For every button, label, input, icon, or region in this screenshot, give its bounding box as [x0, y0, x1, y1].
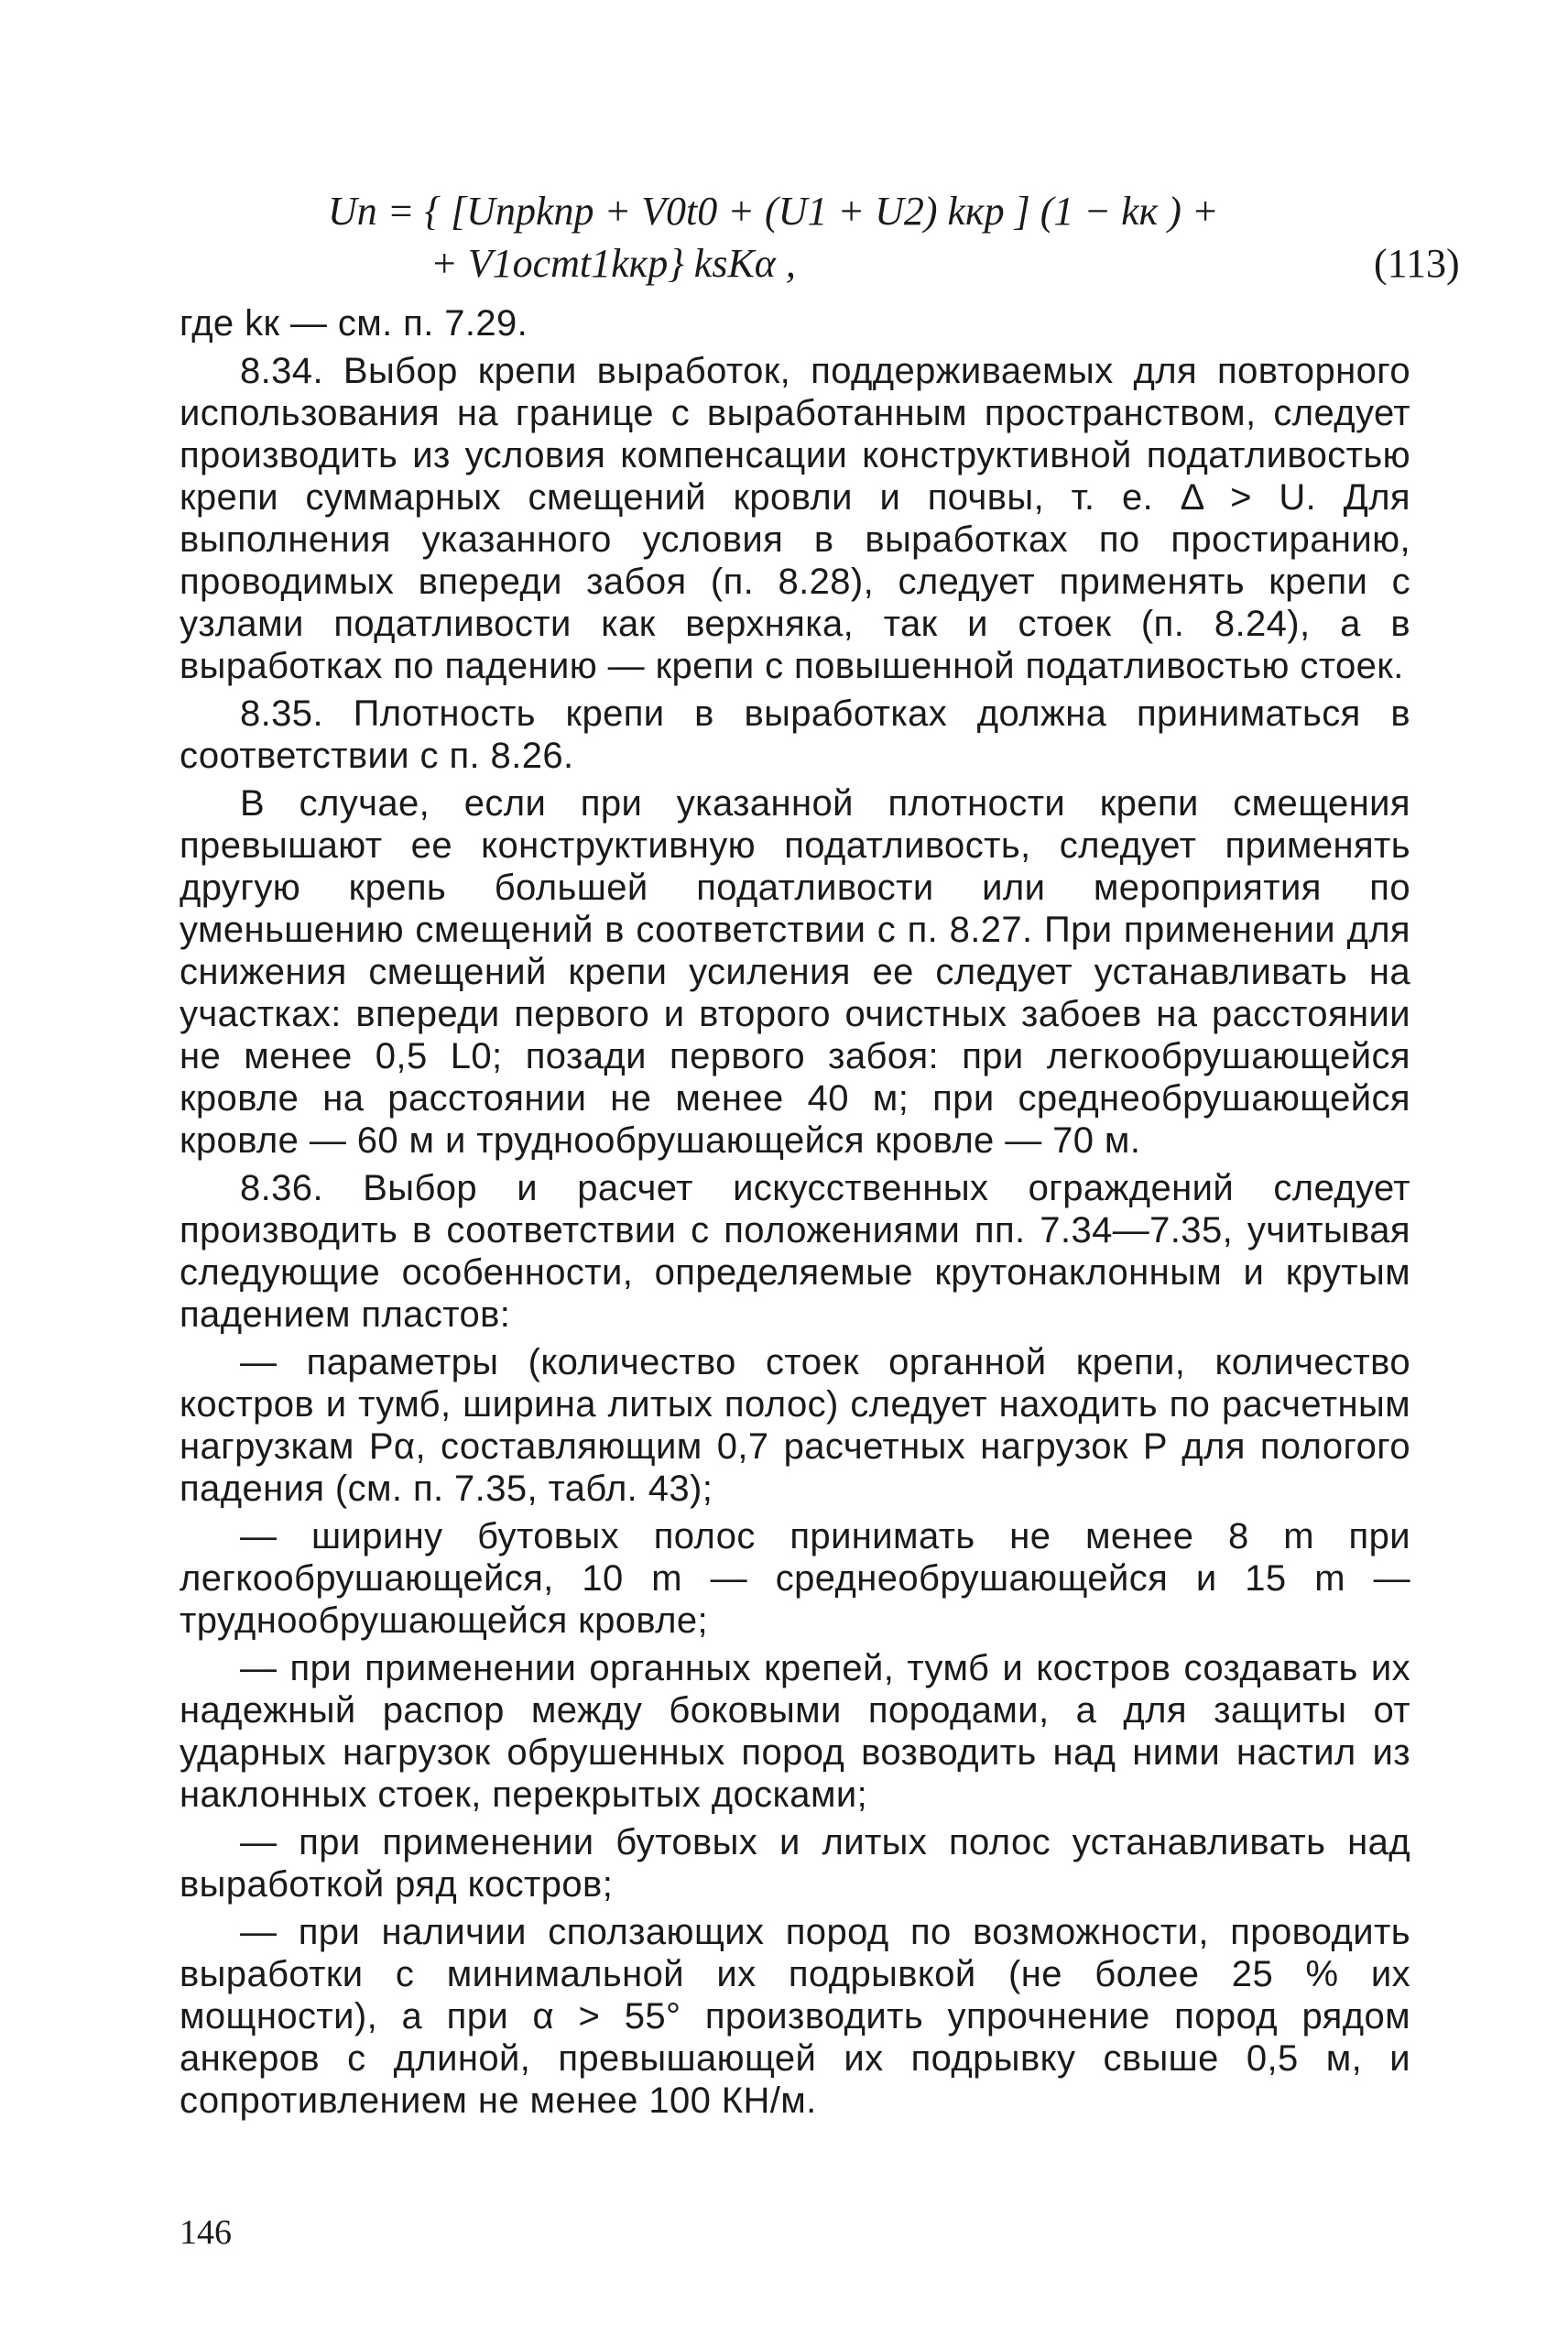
page-number: 146: [180, 2213, 232, 2252]
list-item-organ-supports: — при применении органных крепей, тумб и костров создавать их надежный распор между боковыми породами, а для защиты от ударных нагрузок обрушенных пород возводить над ними настил из наклонных стоек, перекрытых досками;: [180, 1648, 1410, 1815]
paragraph-case: В случае, если при указанной плотности крепи смещения превышают ее конструктивную податливость, следует применять другую крепь большей податливости или мероприятия по уменьшению смещений в соответствии с п. 8.27. При применении для снижения смещений крепи усиления ее следует устанавливать на участках: впереди первого и второго очистных забоев на расстоянии не менее 0,5 L0; позади первого забоя: при легкообрушающейся кровле на расстоянии не менее 40 м; при среднеобрушающейся кровле — 60 м и труднообрушающейся кровле — 70 м.: [180, 783, 1410, 1161]
paragraph-8-34: 8.34. Выбор крепи выработок, поддерживаемых для повторного использования на границе с выработанным пространством, следует производить из условия компенсации конструктивной податливостью крепи суммарных смещений кровли и почвы, т. е. Δ > U. Для выполнения указанного условия в выработках по простиранию, проводимых впереди забоя (п. 8.28), следует применять крепи с узлами податливости как верхняка, так и стоек (п. 8.24), а в выработках по падению — крепи с повышенной податливостью стоек.: [180, 351, 1410, 686]
body-text: [180, 302, 1410, 2127]
paragraph-8-36: 8.36. Выбор и расчет искусственных ограждений следует производить в соответствии с положениями пп. 7.34—7.35, учитывая следующие особенности, определяемые крутонаклонным и крутым падением пластов:: [180, 1168, 1410, 1335]
paragraph-where: где kк — см. п. 7.29.: [180, 303, 528, 344]
list-item-strips: — при применении бутовых и литых полос устанавливать над выработкой ряд костров;: [180, 1822, 1410, 1905]
list-item-width: — ширину бутовых полос принимать не менее 8 m при легкообрушающейся, 10 m — среднеобрушающейся и 15 m — труднообрушающейся кровле;: [180, 1516, 1410, 1641]
equation-number: (113): [1374, 241, 1460, 286]
paragraph-8-35: 8.35. Плотность крепи в выработках должна приниматься в соответствии с п. 8.26.: [180, 693, 1410, 776]
list-item-parameters: — параметры (количество стоек органной крепи, количество костров и тумб, ширина литых полос) следует находить по расчетным нагрузкам Pα, составляющим 0,7 расчетных нагрузок P для пологого падения (см. п. 7.35, табл. 43);: [180, 1342, 1410, 1509]
list-item-sliding-rocks: — при наличии сползающих пород по возможности, проводить выработки с минимальной их подрывкой (не более 25 % их мощности), а при α > 55° производить упрочнение пород рядом анкеров с длиной, превышающей их подрывку свыше 0,5 м, и сопротивлением не менее 100 КН/м.: [180, 1912, 1410, 2121]
formula-line-1: Uп = { [Uпрkпр + V0t0 + (U1 + U2) kкр ] (1 − kк ) +: [328, 189, 1219, 234]
formula-line-2: + V1остt1kкр} ksKα ,: [430, 241, 796, 286]
